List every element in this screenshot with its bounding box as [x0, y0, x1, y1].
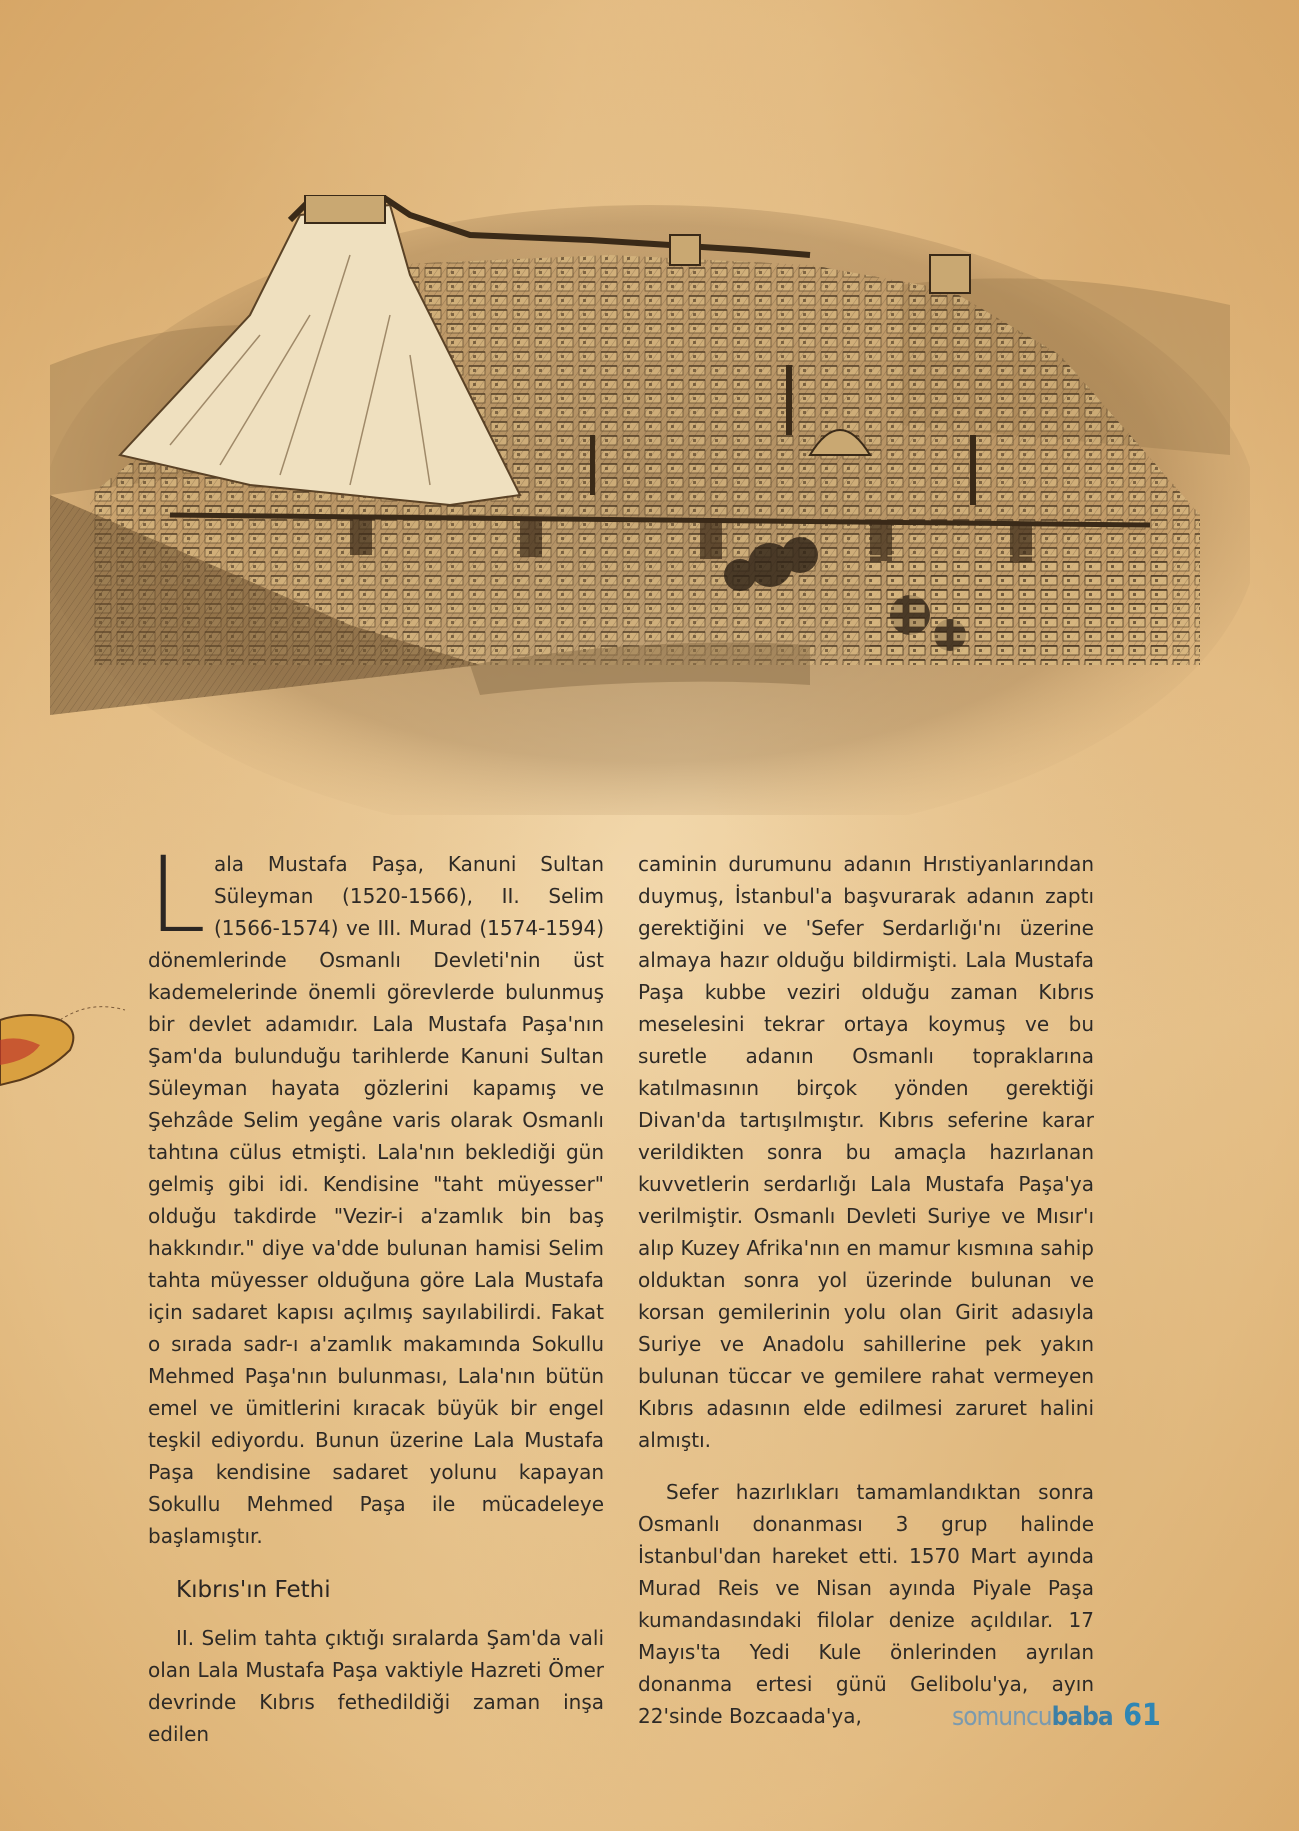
brand-light: somuncu	[952, 1702, 1052, 1732]
magazine-brand	[952, 1702, 1113, 1732]
right-column	[638, 848, 1094, 1732]
section-paragraph-2: caminin durumunu adanın Hrıstiyanlarından duymuş, İstanbul'a başvurarak adanın zaptı gerektiğini ve 'Sefer Serdarlığı'nı üzerine almaya hazır olduğu bildirmişti. Lala Mustafa Paşa kubbe veziri olduğu zaman Kıbrıs meselesini tekrar ortaya koymuş ve bu suretle adanın Osmanlı topraklarına katılmasının birçok yönden gerektiği Divan'da tartışılmıştır. Kıbrıs seferine karar verildikten sonra bu amaçla hazırlanan kuvvetlerin serdarlığı Lala Mustafa Paşa'ya verilmiştir. Osmanlı Devleti Suriye ve Mısır'ı alıp Kuzey Afrika'nın en mamur kısmına sahip olduktan sonra yol üzerinde bulunan ve korsan gemilerinin yolu olan Girit adasıyla Suriye ve Anadolu sahillerine pek yakın bulunan tüccar ve gemilere rahat vermeyen Kıbrıs adasının elde edilmesi zaruret halini almıştı.	[638, 852, 1094, 1452]
page-number: 61	[1123, 1698, 1161, 1733]
section-heading: Kıbrıs'ın Fethi	[176, 1577, 331, 1603]
page-footer	[952, 1698, 1161, 1733]
left-column	[148, 834, 604, 1750]
intro-paragraph	[148, 834, 604, 1552]
intro-text: ala Mustafa Paşa, Kanuni Sultan Süleyman (1520-1566), II. Selim (1566-1574) ve III. Murad (1574-1594) dönemlerinde Osmanlı Devleti'nin üst kademelerinde önemli görevlerde bulunmuş bir devlet adamıdır. Lala Mustafa Paşa'nın Şam'da bulunduğu tarihlerde Kanuni Sultan Süleyman hayata gözlerini kapamış ve Şehzâde Selim yegâne varis olarak Osmanlı tahtına cülus etmişti. Lala'nın beklediği gün gelmiş gibi idi. Kendisine "taht müyesser" olduğu takdirde "Vezir-i a'zamlık bin baş hakkındır." diye va'dde bulunan hamisi Selim tahta müyesser olduğuna göre Lala Mustafa için sadaret kapısı açılmış sayılabilirdi. Fakat o sırada sadr-ı a'zamlık makamında Sokullu Mehmed Paşa'nın bulunması, Lala'nın bütün emel ve ümitlerini kıracak büyük bir engel teşkil ediyordu. Bunun üzerine Lala Mustafa Paşa kendisine sadaret yolunu kapayan Sokullu Mehmed Paşa ile mücadeleye başlamıştır.	[148, 852, 604, 1548]
section-paragraph-1: II. Selim tahta çıktığı sıralarda Şam'da vali olan Lala Mustafa Paşa vaktiyle Hazreti Ömer devrinde Kıbrıs fethedildiği zaman inşa edilen	[148, 1626, 604, 1746]
map-fragment-decoration	[0, 1000, 130, 1110]
city-engraving-illustration	[50, 195, 1250, 815]
dropcap-letter: L	[148, 834, 206, 956]
brand-bold: baba	[1051, 1702, 1113, 1732]
section-paragraph-3: Sefer hazırlıkları tamamlandıktan sonra Osmanlı donanması 3 grup halinde İstanbul'dan hareket etti. 1570 Mart ayında Murad Reis ve Nisan ayında Piyale Paşa kumandasındaki filolar denize açıldılar. 17 Mayıs'ta Yedi Kule önlerinden ayrılan donanma ertesi günü Gelibolu'ya, ayın 22'sinde Bozcaada'ya,	[638, 1480, 1094, 1728]
